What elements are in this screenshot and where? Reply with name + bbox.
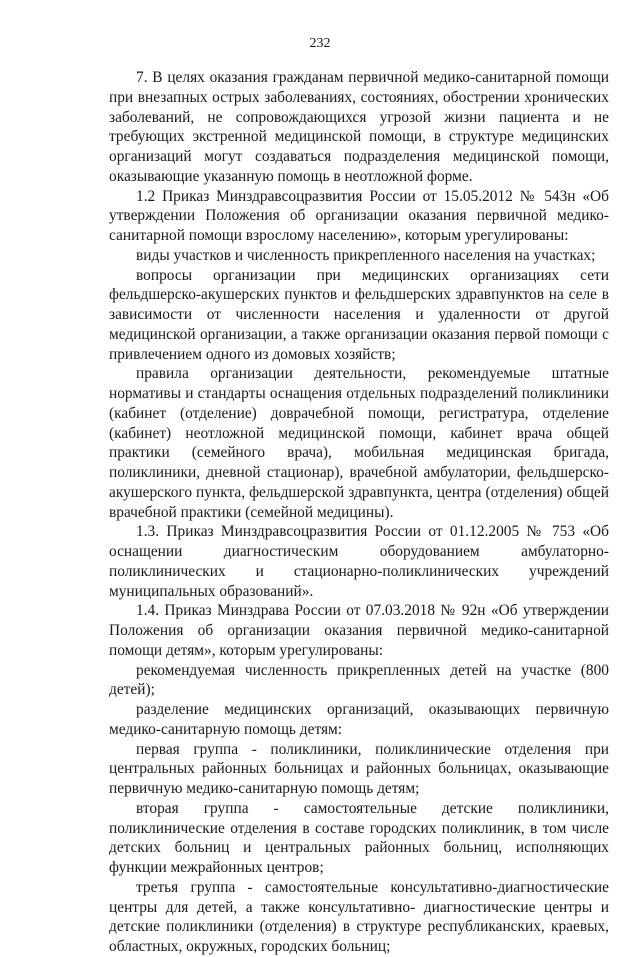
paragraph-organization-rules: правила организации деятельности, рекомендуемые штатные нормативы и стандарты оснащения отдельных подразделений поликлиники (кабинет (отделение) доврачебной помощи, регистратура, отделение (кабинет) неотложной медицинской помощи, кабинет врача общей практики (семейного врача), мобильная медицинская бригада, поликлиники, дневной стационар), врачебной амбулатории, фельдшерско-акушерского пункта, фельдшерской здравпункта, центра (отделения) общей врачебной практики (семейной медицины). [109, 365, 609, 521]
paragraph-group-three: третья группа - самостоятельные консультативно-диагностические центры для детей, а также консультативно- диагностические центры и детские поликлиники (отделения) в структуре республиканских, краевых, областных, окружных, городских больниц; [109, 878, 609, 955]
paragraph-children-per-district: рекомендуемая численность прикрепленных детей на участке (800 детей); [109, 661, 609, 699]
paragraph-order-543n: 1.2 Приказ Минздравсоцразвития России от 15.05.2012 № 543н «Об утверждении Положения об организации оказания первичной медико-санитарной помощи взрослому населению», которым урегулированы: [109, 187, 609, 244]
paragraph-organization-groups: разделение медицинских организаций, оказывающих первичную медико-санитарную помощь детям: [109, 701, 609, 738]
paragraph-group-one: первая группа - поликлиники, поликлинические отделения при центральных районных больницах и районных больницах, оказывающие первичную медико-санитарную помощь детям; [109, 740, 609, 797]
paragraph-order-92n: 1.4. Приказ Минздрава России от 07.03.2018 № 92н «Об утверждении Положения об организации оказания первичной медико-санитарной помощи детям», которым урегулированы: [109, 602, 609, 659]
paragraph-7-urgent-care-units: 7. В целях оказания гражданам первичной медико-санитарной помощи при внезапных острых заболеваниях, состояниях, обострении хронических заболеваний, не сопровождающихся угрозой жизни пациента и не требующих экстренной медицинской помощи, в структуре медицинских организаций могут создаваться подразделения медицинской помощи, оказывающие указанную помощь в неотложной форме. [109, 69, 609, 185]
paragraph-district-types: виды участков и численность прикрепленного населения на участках; [136, 246, 596, 264]
document-body [109, 68, 609, 957]
paragraph-feldsher-points: вопросы организации при медицинских организациях сети фельдшерско-акушерских пунктов и фельдшерских здравпунктов на селе в зависимости от численности населения и удаленности от другой медицинской организации, а также организации оказания первой помощи с привлечением одного из домовых хозяйств; [109, 266, 609, 363]
page-number: 232 [309, 36, 331, 51]
paragraph-group-two: вторая группа - самостоятельные детские поликлиники, поликлинические отделения в составе городских поликлиник, в том числе детских больниц и центральных районных больниц, исполняющих функции межрайонных центров; [109, 799, 609, 876]
paragraph-order-753: 1.3. Приказ Минздравсоцразвития России от 01.12.2005 № 753 «Об оснащении диагностическим оборудованием амбулаторно-поликлинических и стационарно-поликлинических учреждений муниципальных образований». [109, 523, 609, 600]
